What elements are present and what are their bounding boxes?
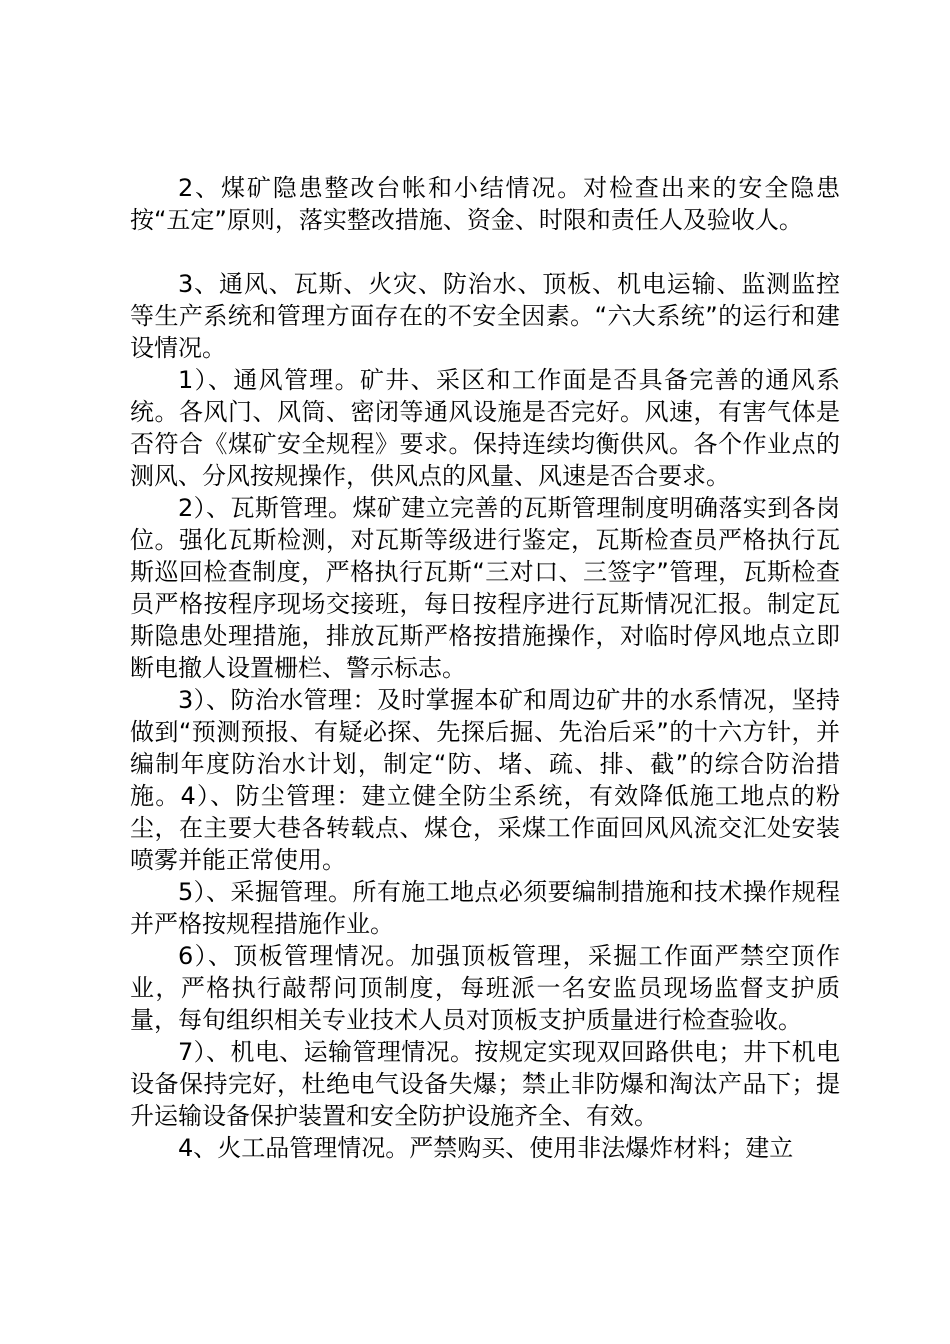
paragraph-ventilation: 1）、通风管理。矿井、采区和工作面是否具备完善的通风系统。各风门、风筒、密闭等通风设施是否完好。风速，有害气体是否符合《煤矿安全规程》要求。保持连续均衡供风。各个作业点的测风、分风按规操作，供风点的风量、风速是否合要求。 bbox=[130, 366, 840, 490]
paragraph-explosives: 4、火工品管理情况。严禁购买、使用非法爆炸材料；建立 bbox=[178, 1134, 794, 1162]
paragraph-water-dust: 3）、防治水管理：及时掌握本矿和周边矿井的水系情况，坚持做到“预测预报、有疑必探、先探后掘、先治后采”的十六方针，并编制年度防治水计划，制定“防、堵、疏、排、截”的综合防治措施。4）、防尘管理：建立健全防尘系统，有效降低施工地点的粉尘，在主要大巷各转载点、煤仓，采煤工作面回风风流交汇处安装喷雾并能正常使用。 bbox=[130, 686, 840, 874]
paragraph-roof: 6）、顶板管理情况。加强顶板管理，采掘工作面严禁空顶作业，严格执行敲帮问顶制度，每班派一名安监员现场监督支护质量，每旬组织相关专业技术人员对顶板支护质量进行检查验收。 bbox=[130, 942, 840, 1034]
paragraph-hazard-rectification: 2、煤矿隐患整改台帐和小结情况。对检查出来的安全隐患按“五定”原则，落实整改措施、资金、时限和责任人及验收人。 bbox=[130, 174, 840, 234]
document-body bbox=[130, 172, 840, 1164]
paragraph-gas-management: 2）、瓦斯管理。煤矿建立完善的瓦斯管理制度明确落实到各岗位。强化瓦斯检测，对瓦斯等级进行鉴定，瓦斯检查员严格执行瓦斯巡回检查制度，严格执行瓦斯“三对口、三签字”管理，瓦斯检查员严格按程序现场交接班，每日按程序进行瓦斯情况汇报。制定瓦斯隐患处理措施，排放瓦斯严格按措施操作，对临时停风地点立即断电撤人设置栅栏、警示标志。 bbox=[130, 494, 840, 682]
paragraph-production-systems: 3、通风、瓦斯、火灾、防治水、顶板、机电运输、监测监控等生产系统和管理方面存在的不安全因素。“六大系统”的运行和建设情况。 bbox=[130, 270, 840, 362]
paragraph-mining: 5）、采掘管理。所有施工地点必须要编制措施和技术操作规程并严格按规程措施作业。 bbox=[130, 878, 840, 938]
paragraph-electromechanical: 7）、机电、运输管理情况。按规定实现双回路供电；井下机电设备保持完好，杜绝电气设备失爆；禁止非防爆和淘汰产品下；提升运输设备保护装置和安全防护设施齐全、有效。 bbox=[130, 1038, 840, 1130]
